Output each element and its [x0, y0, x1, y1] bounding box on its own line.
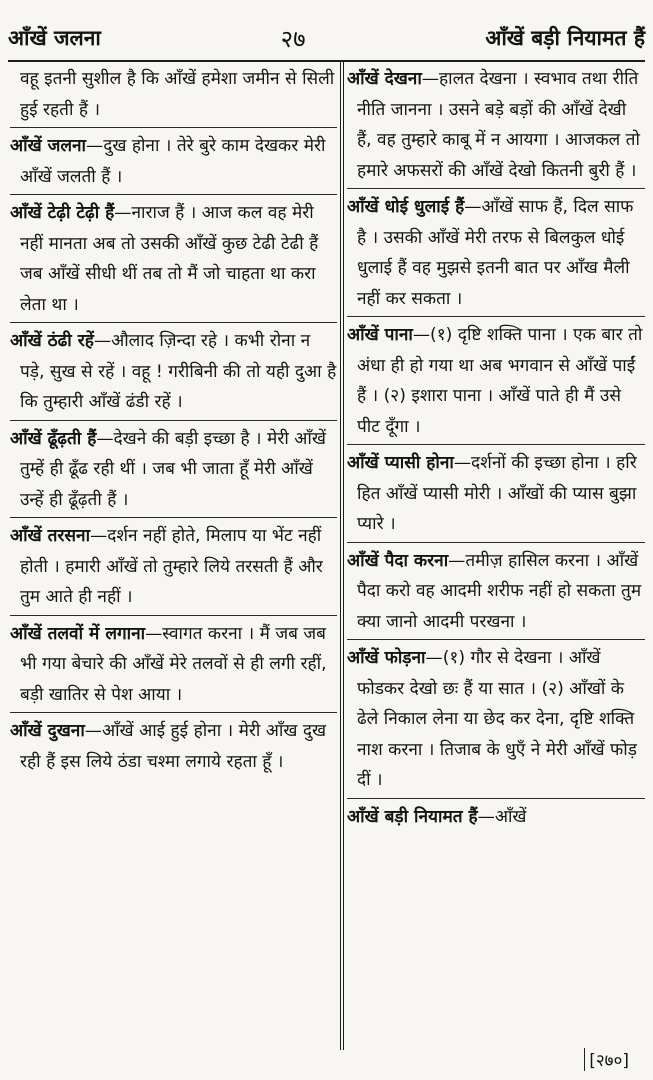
entry-headword: आँखें जलना — [10, 136, 87, 156]
column-divider — [340, 60, 344, 1050]
header-left-guide-word: आँखें जलना — [8, 26, 101, 50]
dictionary-entry — [10, 521, 337, 613]
entry-separator — [10, 194, 337, 195]
entry-headword: आँखें तलवों में लगाना — [10, 623, 146, 644]
entry-headword: आँखें फोड़ना — [347, 648, 426, 668]
entry-definition: वहू इतनी सुशील है कि आँखें हमेशा जमीन से सिली हुई रहती हैं । — [20, 69, 335, 120]
left-column — [10, 64, 337, 1049]
entry-definition: —देखने की बड़ी इच्छा है । मेरी आँखें तुम्हें ही ढूँढ रही थीं । जब भी जाता हूँ मेरी आँखें उन्हें ही ढूँढ़ती हैं । — [20, 428, 326, 510]
footer-page-mark: [२७०] — [584, 1048, 633, 1071]
entry-headword: आँखें पाना — [347, 325, 413, 345]
entry-separator — [10, 420, 337, 421]
dictionary-entry — [347, 192, 645, 314]
entry-definition: —स्वागत करना । मैं जब जब भी गया बेचारे की आँखें मेरे तलवों से ही लगी रहीं, बड़ी खातिर से पेश आया । — [20, 623, 327, 705]
dictionary-entry — [10, 326, 337, 418]
entry-headword: आँखें ठंढी रहें — [10, 331, 94, 351]
entry-headword: आँखें टेढ़ी टेढ़ी हैं — [10, 203, 115, 223]
entry-separator — [347, 188, 645, 189]
page-header — [8, 18, 645, 58]
dictionary-entry — [347, 64, 645, 186]
entry-definition: —नाराज हैं । आज कल वह मेरी नहीं मानता अब तो उसकी आँखें कुछ टेढी टेढी हैं जब आँखें सीधी थीं तब तो मैं जो चाहता था करा लेता था । — [20, 203, 319, 315]
entry-headword: आँखें देखना — [347, 69, 422, 89]
dictionary-entry — [10, 64, 337, 125]
entry-headword: आँखें तरसना — [10, 526, 91, 546]
entry-definition: —आँखें आई हुई होना । मेरी आँख दुख रही हैं इस लिये ठंडा चश्मा लगाये रहता हूँ । — [20, 721, 327, 772]
dictionary-entry — [10, 424, 337, 516]
page-number: २७ — [280, 24, 306, 53]
header-right-guide-word: आँखें बड़ी नियामत हैं — [485, 26, 645, 50]
entry-separator — [347, 798, 645, 799]
right-column — [347, 64, 645, 1049]
entry-separator — [10, 615, 337, 616]
entry-headword: आँखें धोई धुलाई हैं — [347, 197, 465, 217]
entry-separator — [10, 517, 337, 518]
header-rule — [8, 60, 645, 62]
entry-separator — [347, 316, 645, 317]
entry-headword: आँखें बड़ी नियामत हैं — [347, 806, 478, 827]
dictionary-entry — [347, 643, 645, 796]
entry-definition: —दुख होना । तेरे बुरे काम देखकर मेरी आँखें जलती हैं । — [20, 136, 326, 187]
entry-headword: आँखें ढूँढ़ती हैं — [10, 428, 97, 449]
entry-headword: आँखें प्यासी होना — [347, 453, 454, 473]
entry-separator — [10, 127, 337, 128]
entry-separator — [347, 639, 645, 640]
entry-separator — [347, 444, 645, 445]
entry-definition: —दर्शन नहीं होते, मिलाप या भेंट नहीं होती । हमारी आँखें तो तुम्हारे लिये तरसती हैं और तुम आते ही नहीं । — [20, 526, 323, 607]
entry-headword: आँखें दुखना — [10, 721, 85, 741]
dictionary-entry — [347, 320, 645, 442]
entry-separator — [347, 542, 645, 543]
entry-definition: —(१) गौर से देखना । आँखें फोडकर देखो छः हैं या सात । (२) आँखों के ढेले निकाल लेना या छेद कर देना, दृष्टि शक्ति नाश करना । तिजाब के धुएँ ने मेरी आँखें फोड़ दीं । — [357, 648, 637, 790]
entry-definition: —आँखें — [477, 806, 527, 827]
entry-definition: —दर्शनों की इच्छा होना । हरि हित आँखें प्यासी मोरी । आँखों की प्यास बुझा प्यारे । — [357, 453, 637, 534]
entry-definition: —हालत देखना । स्वभाव तथा रीति नीति जानना । उसने बड़े बड़ों की आँखें देखी हैं, वह तुम्हारे काबू में न आयगा । आजकल तो हमारे अफसरों की आँखें देखो कितनी बुरी हैं । — [357, 69, 640, 181]
dictionary-entry — [10, 716, 337, 777]
entry-definition: —औलाद ज़िन्दा रहे । कभी रोना न पड़े, सुख से रहें । वहू ! गरीबिनी की तो यही दुआ है कि तुम्हारी आँखें ढंडी रहें । — [20, 331, 337, 412]
entry-headword: आँखें पैदा करना — [347, 550, 449, 571]
dictionary-entry — [347, 546, 645, 638]
dictionary-entry — [10, 198, 337, 320]
dictionary-entry — [347, 802, 645, 833]
dictionary-entry — [347, 448, 645, 540]
entry-separator — [10, 322, 337, 323]
dictionary-entry — [10, 131, 337, 192]
entry-separator — [10, 712, 337, 713]
entry-definition: —तमीज़ हासिल करना । आँखें पैदा करो वह आदमी शरीफ नहीं हो सकता तुम क्या जानो आदमी परखना । — [357, 550, 642, 632]
entry-definition: —आँखें साफ हैं, दिल साफ है । उसकी आँखें मेरी तरफ से बिलकुल धोई धुलाई हैं वह मुझसे इतनी बात पर आँख मैली नहीं कर सकता । — [357, 197, 634, 309]
entry-definition: —(१) दृष्टि शक्ति पाना । एक बार तो अंधा ही हो गया था अब भगवान से आँखें पाईं हैं । (२) इशारा पाना । आँखें पाते ही मैं उसे पीट दूँगा । — [357, 325, 643, 437]
dictionary-entry — [10, 619, 337, 711]
